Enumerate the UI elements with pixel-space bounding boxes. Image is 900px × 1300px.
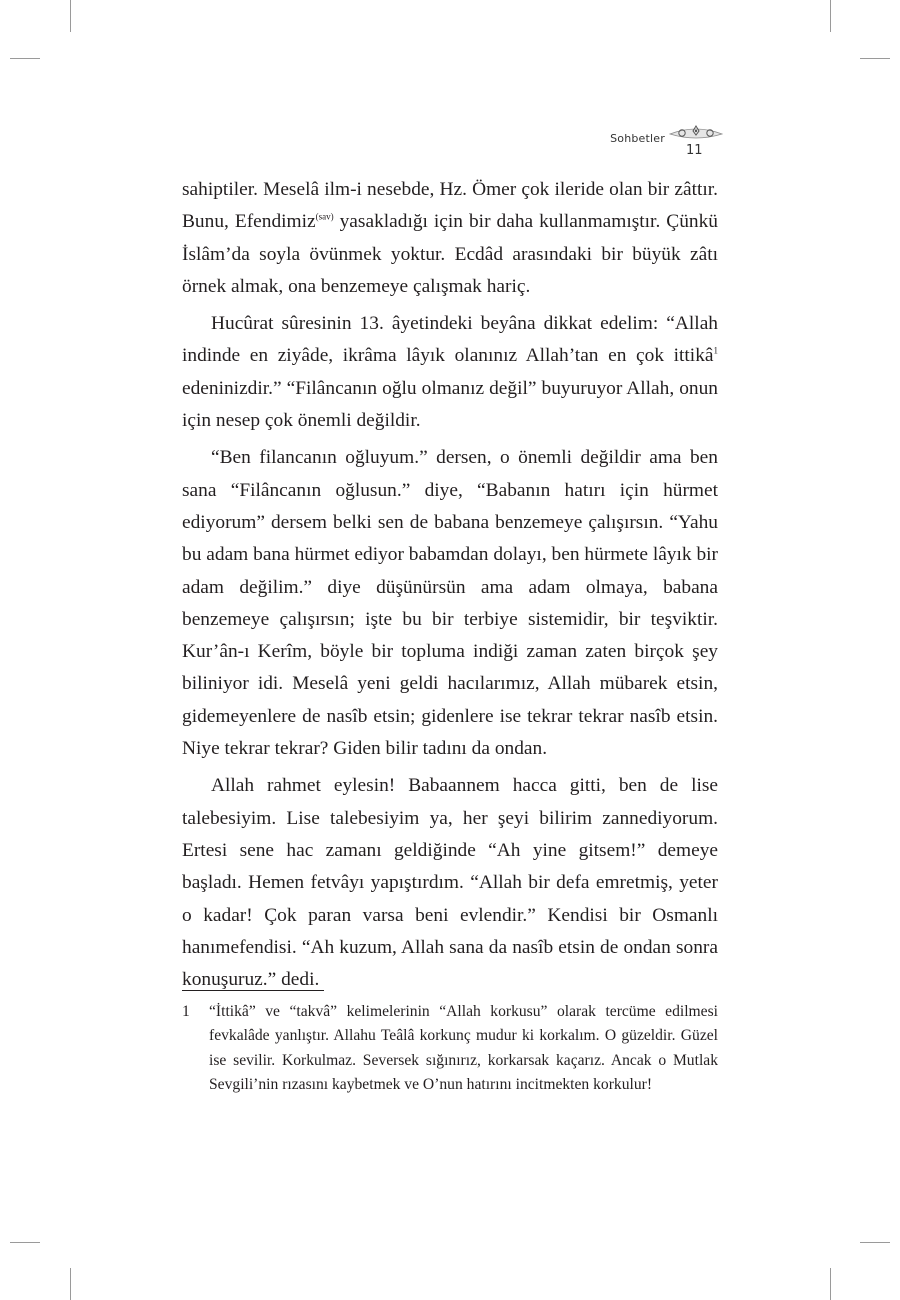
- footnote-reference: 1: [713, 346, 718, 357]
- paragraph-1-text-a: sahiptiler. Meselâ ilm-i nesebde, Hz. Ömer çok ileride olan bir zâttır. Bunu, Efendimiz: [182, 179, 718, 233]
- paragraph-2: [182, 308, 718, 437]
- paragraph-1: [182, 174, 718, 303]
- page-number: 11: [686, 143, 703, 158]
- crop-mark-bottom-left: [70, 1268, 71, 1300]
- floral-ornament-icon: [668, 122, 724, 144]
- crop-mark-left-top: [10, 58, 40, 59]
- footnote-number: 1: [182, 1003, 190, 1020]
- crop-mark-left-bottom: [10, 1242, 40, 1243]
- footnote: [182, 1000, 718, 1098]
- crop-mark-top-left: [70, 0, 71, 32]
- paragraph-3: “Ben filancanın oğluyum.” dersen, o önemli değildir ama ben sana “Filâncanın oğlusun.” diye, “Babanın hatırı için hürmet ediyorum” dersem belki sen de babana benzemeye çalışırsın. “Yahu bu adam bana hürmet ediyor babamdan dolayı, ben hürmete lâyık bir adam değilim.” diye düşünürsün ama adam olmaya, babana benzemeye çalışırsın; işte bu bir terbiye sistemidir, bir teşviktir. Kur’ân-ı Kerîm, böyle bir topluma indiği zaman zaten birçok şey biliniyor idi. Meselâ yeni geldi hacılarımız, Allah mübarek etsin, gidemeyenlere de nasîb etsin; gidenlere ise tekrar tekrar nasîb etsin. Niye tekrar tekrar? Giden bilir tadını da ondan.: [182, 447, 718, 760]
- crop-mark-top-right: [830, 0, 831, 32]
- paragraph-2-text-a: Hucûrat sûresinin 13. âyetindeki beyâna dikkat edelim: “Allah indinde en ziyâde, ikrâma lâyık olanınız Allah’tan en çok ittikâ: [182, 313, 718, 367]
- footnote-rule: [182, 990, 324, 991]
- paragraph-2-text-b: edeninizdir.” “Filâncanın oğlu olmanız değil” buyuruyor Allah, onun için nesep çok önemli değildir.: [182, 377, 718, 432]
- crop-mark-right-bottom: [860, 1242, 890, 1243]
- running-title: Sohbetler: [610, 132, 665, 145]
- paragraph-4: Allah rahmet eylesin! Babaannem hacca gitti, ben de lise talebesiyim. Lise talebesiyim ya, her şeyi bilirim zannediyorum. Ertesi sene hac zamanı geldiğinde “Ah yine gitsem!” demeye başladı. Hemen fetvâyı yapıştırdım. “Allah bir defa emretmiş, yeter o kadar! Çok paran varsa beni evlendir.” Kendisi bir Osmanlı hanımefendisi. “Ah kuzum, Allah sana da nasîb etsin de ondan sonra konuşuruz.” dedi.: [182, 775, 718, 991]
- salutation-superscript: (sav): [315, 211, 334, 222]
- running-head: [560, 122, 735, 162]
- body-text: [182, 174, 718, 996]
- crop-mark-right-top: [860, 58, 890, 59]
- crop-mark-bottom-right: [830, 1268, 831, 1300]
- footnote-text: “İttikâ” ve “takvâ” kelimelerinin “Allah korkusu” olarak tercüme edilmesi fevkalâde yanlıştır. Allahu Teâlâ korkunç mudur ki korkalım. O güzeldir. Güzel ise sevilir. Korkulmaz. Seversek sığınırız, korkarsak kaçarız. Ancak o Mutlak Sevgili’nin rızasını kaybetmek ve O’nun hatırını incitmekten korkulur!: [209, 1003, 718, 1094]
- paragraph-1-text-b: yasakladığı için bir daha kullanmamıştır. Çünkü İslâm’da soyla övünmek yoktur. Ecdâd arasındaki bir büyük zâtı örnek almak, ona benzemeye çalışmak hariç.: [182, 211, 718, 297]
